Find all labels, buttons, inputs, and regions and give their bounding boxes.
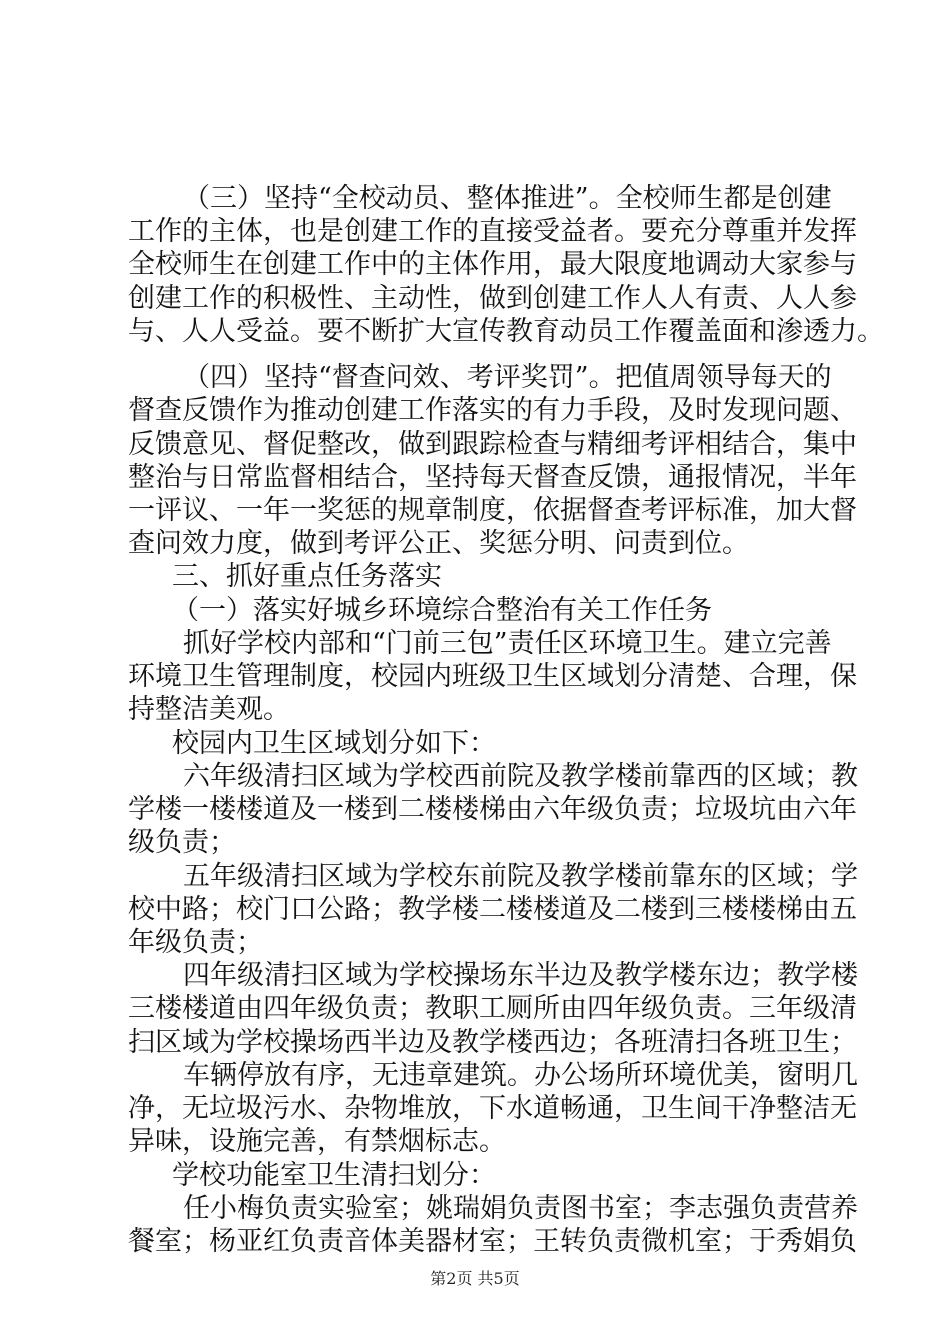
text-line: 整治与日常监督相结合，坚持每天督查反馈，通报情况，半年 <box>128 462 857 493</box>
text-line: 环境卫生管理制度，校园内班级卫生区域划分清楚、合理，保 <box>128 661 857 692</box>
text-line: 抓好学校内部和“门前三包”责任区环境卫生。建立完善 <box>183 628 832 659</box>
text-line: 与、人人受益。要不断扩大宣传教育动员工作覆盖面和渗透力。 <box>128 316 884 347</box>
text-line: 学楼一楼楼道及一楼到二楼楼梯由六年级负责；垃圾坑由六年 <box>128 794 857 825</box>
text-line: 工作的主体，也是创建工作的直接受益者。要充分尊重并发挥 <box>128 216 857 247</box>
text-line: 年级负责； <box>128 927 263 958</box>
text-line: 扫区域为学校操场西半边及教学楼西边；各班清扫各班卫生； <box>128 1027 857 1058</box>
text-line: （四）坚持“督查问效、考评奖罚”。把值周领导每天的 <box>183 362 832 393</box>
text-line: 全校师生在创建工作中的主体作用，最大限度地调动大家参与 <box>128 249 857 280</box>
text-line: 查问效力度，做到考评公正、奖惩分明、问责到位。 <box>128 528 749 559</box>
text-line: 督查反馈作为推动创建工作落实的有力手段，及时发现问题、 <box>128 395 857 426</box>
text-line: 创建工作的积极性、主动性，做到创建工作人人有责、人人参 <box>128 283 857 314</box>
text-line: 校中路；校门口公路；教学楼二楼楼道及二楼到三楼楼梯由五 <box>128 894 857 925</box>
text-line: 三楼楼道由四年级负责；教职工厕所由四年级负责。三年级清 <box>128 993 857 1024</box>
text-line: 四年级清扫区域为学校操场东半边及教学楼东边；教学楼 <box>183 960 858 991</box>
text-line: 持整洁美观。 <box>128 694 290 725</box>
text-line: 异味，设施完善，有禁烟标志。 <box>128 1126 506 1157</box>
text-line: 校园内卫生区域划分如下： <box>172 728 496 759</box>
text-line: 反馈意见、督促整改，做到跟踪检查与精细考评相结合，集中 <box>128 429 857 460</box>
text-line: 车辆停放有序，无违章建筑。办公场所环境优美，窗明几 <box>183 1060 858 1091</box>
text-line: 一评议、一年一奖惩的规章制度，依据督查考评标准，加大督 <box>128 495 857 526</box>
text-line: 级负责； <box>128 827 236 858</box>
page-footer: 第2页 共5页 <box>430 1269 520 1288</box>
text-line: 六年级清扫区域为学校西前院及教学楼前靠西的区域；教 <box>183 761 858 792</box>
text-line: 净，无垃圾污水、杂物堆放，下水道畅通，卫生间干净整洁无 <box>128 1093 857 1124</box>
text-line: 五年级清扫区域为学校东前院及教学楼前靠东的区域；学 <box>183 861 858 892</box>
text-line: （三）坚持“全校动员、整体推进”。全校师生都是创建 <box>183 183 832 214</box>
text-line: 餐室；杨亚红负责音体美器材室；王转负责微机室；于秀娟负 <box>128 1226 857 1257</box>
text-line: 学校功能室卫生清扫划分： <box>172 1160 496 1191</box>
section-heading: 三、抓好重点任务落实 <box>172 561 442 592</box>
text-line: 任小梅负责实验室；姚瑞娟负责图书室；李志强负责营养 <box>183 1193 858 1224</box>
subsection-heading: （一）落实好城乡环境综合整治有关工作任务 <box>172 595 712 626</box>
